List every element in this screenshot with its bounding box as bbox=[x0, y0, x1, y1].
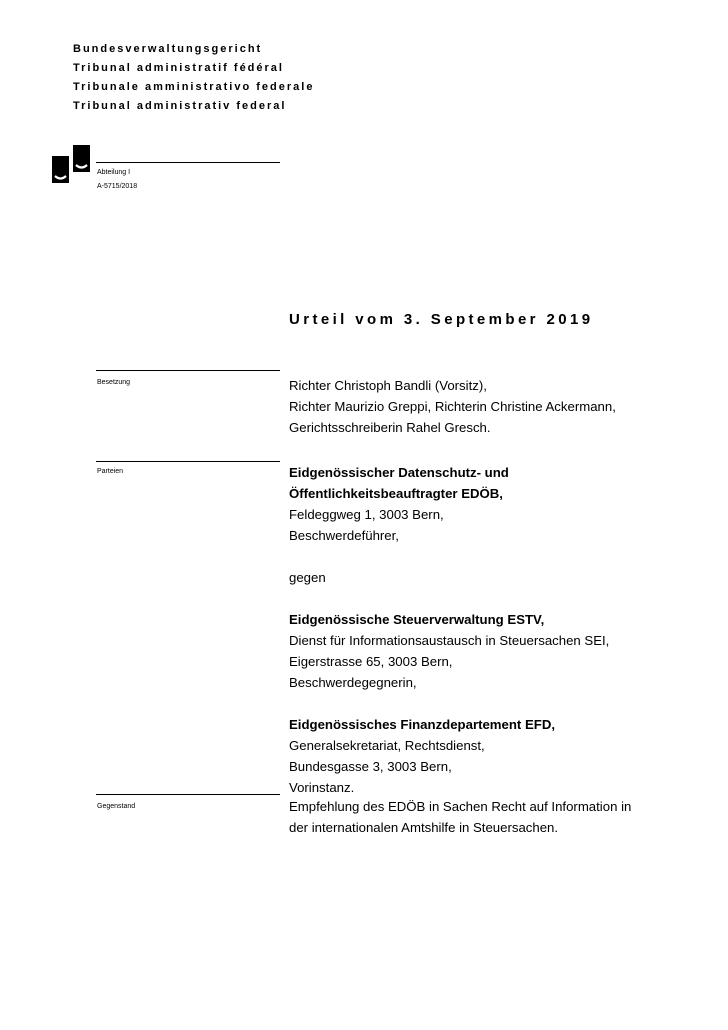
parteien-block bbox=[289, 462, 609, 798]
parteien-rule bbox=[96, 461, 280, 462]
court-name-de: Bundesverwaltungsgericht bbox=[73, 43, 263, 55]
gegenstand-line: Empfehlung des EDÖB in Sachen Recht auf Information in bbox=[289, 799, 632, 814]
spacer bbox=[289, 693, 609, 714]
besetzung-line: Gerichtsschreiberin Rahel Gresch. bbox=[289, 420, 491, 435]
gegenstand-rule bbox=[96, 794, 280, 795]
besetzung-line: Richter Christoph Bandli (Vorsitz), bbox=[289, 378, 487, 393]
party1-name: Eidgenössischer Datenschutz- und bbox=[289, 465, 509, 480]
party2-unit: Dienst für Informationsaustausch in Steuersachen SEI, bbox=[289, 633, 610, 648]
party1-address: Feldeggweg 1, 3003 Bern, bbox=[289, 507, 444, 522]
case-number: A-5715/2018 bbox=[97, 183, 138, 190]
party1-name: Öffentlichkeitsbeauftragter EDÖB, bbox=[289, 486, 503, 501]
gegenstand-block bbox=[289, 796, 631, 838]
court-name-fr: Tribunal administratif fédéral bbox=[73, 62, 284, 74]
party2-name: Eidgenössische Steuerverwaltung ESTV, bbox=[289, 612, 545, 627]
party3-name: Eidgenössisches Finanzdepartement EFD, bbox=[289, 717, 556, 732]
party3-unit: Generalsekretariat, Rechtsdienst, bbox=[289, 738, 485, 753]
judgment-title: Urteil vom 3. September 2019 bbox=[289, 311, 594, 328]
court-names bbox=[73, 40, 314, 116]
gegenstand-label: Gegenstand bbox=[97, 803, 136, 810]
party2-role: Beschwerdegegnerin, bbox=[289, 675, 417, 690]
header-rule bbox=[96, 162, 280, 163]
spacer bbox=[289, 588, 609, 609]
spacer bbox=[289, 546, 609, 567]
party1-role: Beschwerdeführer, bbox=[289, 528, 399, 543]
party3-role: Vorinstanz. bbox=[289, 780, 355, 795]
division-label: Abteilung I bbox=[97, 169, 131, 176]
besetzung-block bbox=[289, 375, 616, 438]
parteien-label: Parteien bbox=[97, 468, 124, 475]
besetzung-label: Besetzung bbox=[97, 379, 131, 386]
party3-address: Bundesgasse 3, 3003 Bern, bbox=[289, 759, 452, 774]
court-name-rm: Tribunal administrativ federal bbox=[73, 100, 287, 112]
court-logo bbox=[52, 145, 92, 183]
court-name-it: Tribunale amministrativo federale bbox=[73, 81, 315, 93]
gegenstand-line: der internationalen Amtshilfe in Steuersachen. bbox=[289, 820, 559, 835]
versus-text: gegen bbox=[289, 570, 326, 585]
besetzung-rule bbox=[96, 370, 280, 371]
party2-address: Eigerstrasse 65, 3003 Bern, bbox=[289, 654, 453, 669]
besetzung-line: Richter Maurizio Greppi, Richterin Christine Ackermann, bbox=[289, 399, 616, 414]
